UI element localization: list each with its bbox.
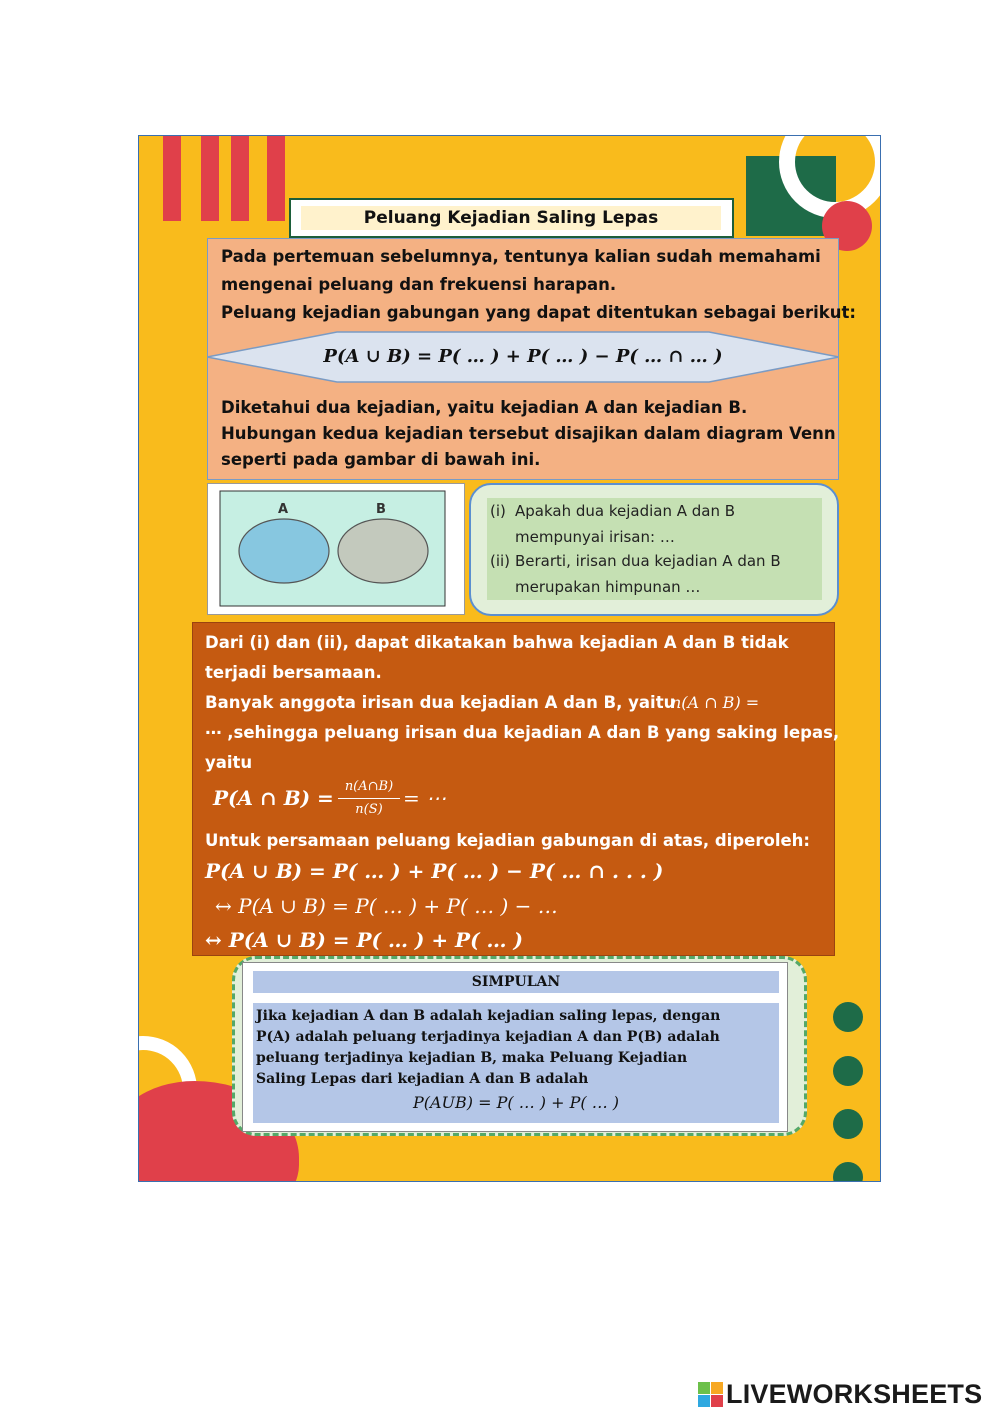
equation-2: ↔ P(A ∪ B) = P( … ) + P( … ) − … (215, 894, 558, 918)
questions-box (469, 483, 839, 616)
derivation-line: terjadi bersamaan. (205, 663, 382, 682)
equation-1: P(A ∪ B) = P( … ) + P( … ) − P( … ∩ . . . ) (205, 859, 664, 883)
intro-line: Hubungan kedua kejadian tersebut disajikan dalam diagram Venn (221, 424, 836, 443)
red-stripe-4 (267, 136, 285, 221)
title-box (289, 198, 734, 238)
intro-line: mengenai peluang dan frekuensi harapan. (221, 275, 617, 294)
question-text: merupakan himpunan … (515, 578, 701, 596)
fraction-numerator: n(A∩B) (344, 779, 394, 794)
question-number: (ii) (490, 552, 511, 570)
derivation-line: Dari (i) dan (ii), dapat dikatakan bahwa kejadian A dan B tidak (205, 633, 789, 652)
summary-heading: SIMPULAN (253, 971, 779, 993)
fraction-bar (338, 798, 400, 799)
summary-line: Jika kejadian A dan B adalah kejadian saling lepas, dengan (256, 1008, 721, 1024)
intro-line: Peluang kejadian gabungan yang dapat ditentukan sebagai berikut: (221, 303, 856, 322)
summary-box (242, 962, 788, 1132)
intro-line: Diketahui dua kejadian, yaitu kejadian A dan kejadian B. (221, 398, 748, 417)
fraction-denominator: n(S) (355, 802, 383, 817)
questions-inner (487, 498, 822, 600)
page-title: Peluang Kejadian Saling Lepas (301, 206, 721, 230)
question-text: mempunyai irisan: … (515, 528, 675, 546)
intro-line: seperti pada gambar di bawah ini. (221, 450, 541, 469)
derivation-line: Banyak anggota irisan dua kejadian A dan B, yaitu (205, 693, 676, 712)
intersection-prob-lhs: P(A ∩ B) = (213, 786, 334, 810)
summary-line: P(A) adalah peluang terjadinya kejadian A dan P(B) adalah (256, 1029, 720, 1045)
intro-line: Pada pertemuan sebelumnya, tentunya kalian sudah memahami (221, 247, 821, 266)
question-text: Berarti, irisan dua kejadian A dan B (515, 552, 781, 570)
question-number: (i) (490, 502, 506, 520)
equation-3: ↔ P(A ∪ B) = P( … ) + P( … ) (205, 928, 523, 952)
red-stripe-3 (231, 136, 249, 221)
green-dot-2 (833, 1056, 863, 1086)
summary-body (253, 1003, 779, 1123)
formula-banner (207, 330, 839, 384)
derivation-line: yaitu (205, 753, 253, 772)
venn-diagram-panel (207, 483, 465, 615)
intersection-count: n(A ∩ B) = (671, 693, 760, 712)
summary-line: peluang terjadinya kejadian B, maka Peluang Kejadian (256, 1050, 688, 1066)
green-dot-4 (833, 1162, 863, 1182)
logo-text: LIVEWORKSHEETS (726, 1379, 983, 1409)
summary-line: Saling Lepas dari kejadian A dan B adalah (256, 1071, 589, 1087)
summary-formula: P(AUB) = P( … ) + P( … ) (412, 1093, 620, 1112)
green-dot-1 (833, 1002, 863, 1032)
red-stripe-1 (163, 136, 181, 221)
set-a-circle (239, 519, 329, 583)
derivation-box (192, 622, 840, 956)
venn-diagram (208, 484, 466, 616)
set-b-circle (338, 519, 428, 583)
question-text: Apakah dua kejadian A dan B (515, 502, 736, 520)
union-formula: P(A ∪ B) = P( … ) + P( … ) − P( … ∩ … ) (323, 346, 723, 367)
set-b-label: B (376, 502, 386, 517)
logo-icon (698, 1382, 724, 1408)
worksheet-page (138, 135, 881, 1182)
derivation-line: Untuk persamaan peluang kejadian gabungan di atas, diperoleh: (205, 831, 811, 850)
intersection-prob-rhs: = ⋯ (403, 786, 447, 810)
derivation-line: ⋯ ,sehingga peluang irisan dua kejadian A dan B yang saking lepas, (205, 723, 840, 742)
green-dot-3 (833, 1109, 863, 1139)
set-a-label: A (278, 502, 289, 517)
red-stripe-2 (201, 136, 219, 221)
